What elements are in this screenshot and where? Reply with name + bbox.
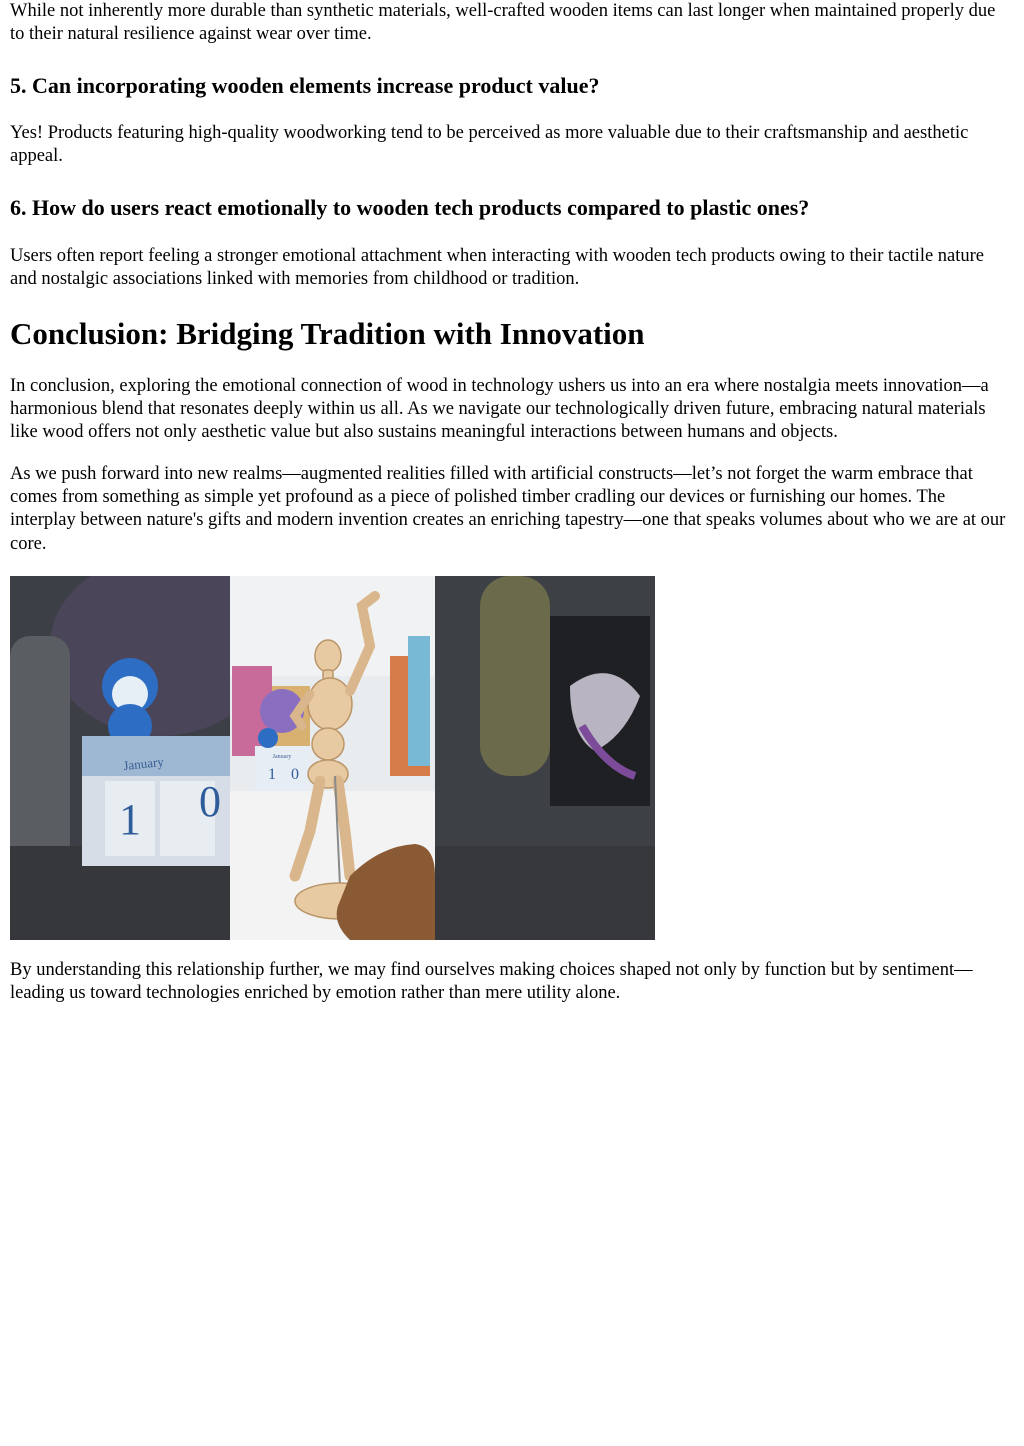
calendar-center-day-1: 1 (268, 765, 276, 783)
center-panel (230, 576, 435, 940)
faq-question-5: 5. Can incorporating wooden elements increase product value? (10, 72, 600, 98)
calendar-center-day-2: 0 (291, 765, 299, 783)
calendar-left-month: January (122, 753, 165, 773)
calendar-left-day-1: 1 (119, 794, 141, 844)
conclusion-paragraph-1: In conclusion, exploring the emotional connection of wood in technology ushers us into an era where nostalgia meets innovation—a harmonious blend that resonates deeply within us all. As we navigate our technologically driven future, embracing natural materials like wood offers not only aesthetic value but also sustains meaningful interactions between humans and objects. (10, 375, 989, 443)
wooden-mannequin-video-frame[interactable] (10, 576, 655, 940)
right-blurred-panel (435, 576, 655, 940)
calendar-left (82, 736, 230, 866)
faq-answer-6: Users often report feeling a stronger emotional attachment when interacting with wooden tech products owing to their tactile nature and nostalgic associations linked with memories from childhood or tradition. (10, 246, 985, 290)
intro-paragraph: While not inherently more durable than synthetic materials, well-crafted wooden items can last longer when maintained properly due to their natural resilience against wear over time. (10, 1, 996, 45)
calendar-center-month: January (272, 753, 292, 760)
conclusion-paragraph-3: By understanding this relationship further, we may find ourselves making choices shaped not only by function but by sentiment—leading us toward technologies enriched by emotion rather than mere utility alone. (10, 959, 973, 1004)
conclusion-heading: Conclusion: Bridging Tradition with Innovation (10, 315, 645, 351)
faq-answer-5: Yes! Products featuring high-quality woodworking tend to be perceived as more valuable due to their craftsmanship and aesthetic appeal. (10, 122, 969, 166)
calendar-left-day-2: 0 (199, 776, 221, 826)
conclusion-paragraph-2: As we push forward into new realms—augmented realities filled with artificial constructs—let’s not forget the warm embrace that comes from something as simple yet profound as a piece of polished timber cradling our devices or furnishing our homes. The interplay between nature's gifts and modern invention creates an enriching tapestry—one that speaks volumes about who we are at our core. (10, 463, 1006, 554)
faq-question-6: 6. How do users react emotionally to wooden tech products compared to plastic ones? (10, 195, 810, 221)
